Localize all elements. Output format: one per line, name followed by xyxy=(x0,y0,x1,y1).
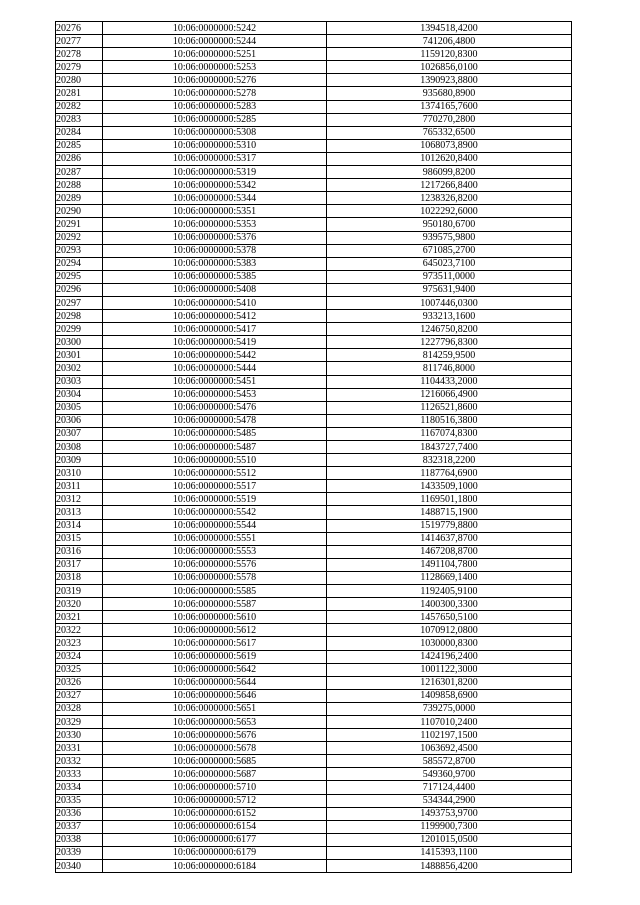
row-number-cell: 20285 xyxy=(56,139,103,152)
value-cell: 1180516,3800 xyxy=(327,414,572,427)
row-number-cell: 20294 xyxy=(56,257,103,270)
row-number-cell: 20287 xyxy=(56,166,103,179)
table-row xyxy=(56,807,572,820)
cadastral-number-cell: 10:06:0000000:5417 xyxy=(103,323,327,336)
value-cell: 1201015,0500 xyxy=(327,833,572,846)
cadastral-number-cell: 10:06:0000000:5353 xyxy=(103,218,327,231)
table-row xyxy=(56,323,572,336)
cadastral-number-cell: 10:06:0000000:6184 xyxy=(103,860,327,873)
table-row xyxy=(56,558,572,571)
row-number-cell: 20310 xyxy=(56,467,103,480)
table-row xyxy=(56,192,572,205)
value-cell: 1400300,3300 xyxy=(327,598,572,611)
data-table xyxy=(55,21,572,873)
cadastral-number-cell: 10:06:0000000:5242 xyxy=(103,22,327,35)
cadastral-number-cell: 10:06:0000000:5642 xyxy=(103,663,327,676)
row-number-cell: 20301 xyxy=(56,349,103,362)
cadastral-number-cell: 10:06:0000000:5553 xyxy=(103,545,327,558)
cadastral-number-cell: 10:06:0000000:6154 xyxy=(103,820,327,833)
row-number-cell: 20324 xyxy=(56,650,103,663)
table-row xyxy=(56,480,572,493)
row-number-cell: 20298 xyxy=(56,310,103,323)
cadastral-number-cell: 10:06:0000000:5610 xyxy=(103,611,327,624)
cadastral-number-cell: 10:06:0000000:5712 xyxy=(103,794,327,807)
cadastral-number-cell: 10:06:0000000:5319 xyxy=(103,166,327,179)
row-number-cell: 20316 xyxy=(56,545,103,558)
value-cell: 935680,8900 xyxy=(327,87,572,100)
value-cell: 1187764,6900 xyxy=(327,467,572,480)
row-number-cell: 20340 xyxy=(56,860,103,873)
value-cell: 1390923,8800 xyxy=(327,74,572,87)
row-number-cell: 20302 xyxy=(56,362,103,375)
cadastral-number-cell: 10:06:0000000:5619 xyxy=(103,650,327,663)
row-number-cell: 20299 xyxy=(56,323,103,336)
cadastral-number-cell: 10:06:0000000:5542 xyxy=(103,506,327,519)
table-row xyxy=(56,689,572,702)
row-number-cell: 20276 xyxy=(56,22,103,35)
row-number-cell: 20300 xyxy=(56,336,103,349)
row-number-cell: 20311 xyxy=(56,480,103,493)
value-cell: 1227796,8300 xyxy=(327,336,572,349)
value-cell: 1467208,8700 xyxy=(327,545,572,558)
table-row xyxy=(56,650,572,663)
table-row xyxy=(56,860,572,873)
table-row xyxy=(56,152,572,165)
value-cell: 973511,0000 xyxy=(327,270,572,283)
cadastral-number-cell: 10:06:0000000:5244 xyxy=(103,35,327,48)
table-row xyxy=(56,375,572,388)
cadastral-number-cell: 10:06:0000000:5576 xyxy=(103,558,327,571)
table-row xyxy=(56,663,572,676)
value-cell: 1217266,8400 xyxy=(327,179,572,192)
value-cell: 1126521,8600 xyxy=(327,401,572,414)
table-row xyxy=(56,48,572,61)
cadastral-number-cell: 10:06:0000000:5587 xyxy=(103,598,327,611)
cadastral-number-cell: 10:06:0000000:5385 xyxy=(103,270,327,283)
value-cell: 1026856,0100 xyxy=(327,61,572,74)
value-cell: 1063692,4500 xyxy=(327,742,572,755)
cadastral-number-cell: 10:06:0000000:5517 xyxy=(103,480,327,493)
cadastral-number-cell: 10:06:0000000:5651 xyxy=(103,702,327,715)
value-cell: 717124,4400 xyxy=(327,781,572,794)
row-number-cell: 20332 xyxy=(56,755,103,768)
row-number-cell: 20323 xyxy=(56,637,103,650)
table-row xyxy=(56,270,572,283)
row-number-cell: 20297 xyxy=(56,296,103,309)
cadastral-number-cell: 10:06:0000000:5510 xyxy=(103,454,327,467)
table-row xyxy=(56,493,572,506)
table-row xyxy=(56,729,572,742)
table-row xyxy=(56,794,572,807)
row-number-cell: 20280 xyxy=(56,74,103,87)
row-number-cell: 20325 xyxy=(56,663,103,676)
value-cell: 811746,8000 xyxy=(327,362,572,375)
cadastral-number-cell: 10:06:0000000:5585 xyxy=(103,585,327,598)
value-cell: 986099,8200 xyxy=(327,166,572,179)
row-number-cell: 20304 xyxy=(56,388,103,401)
value-cell: 975631,9400 xyxy=(327,283,572,296)
value-cell: 585572,8700 xyxy=(327,755,572,768)
cadastral-number-cell: 10:06:0000000:5442 xyxy=(103,349,327,362)
row-number-cell: 20314 xyxy=(56,519,103,532)
cadastral-number-cell: 10:06:0000000:5310 xyxy=(103,139,327,152)
row-number-cell: 20303 xyxy=(56,375,103,388)
value-cell: 770270,2800 xyxy=(327,113,572,126)
table-row xyxy=(56,218,572,231)
cadastral-number-cell: 10:06:0000000:5383 xyxy=(103,257,327,270)
row-number-cell: 20293 xyxy=(56,244,103,257)
value-cell: 1493753,9700 xyxy=(327,807,572,820)
cadastral-number-cell: 10:06:0000000:5519 xyxy=(103,493,327,506)
value-cell: 1414637,8700 xyxy=(327,532,572,545)
value-cell: 1216301,8200 xyxy=(327,676,572,689)
table-row xyxy=(56,139,572,152)
row-number-cell: 20335 xyxy=(56,794,103,807)
table-row xyxy=(56,166,572,179)
value-cell: 1488856,4200 xyxy=(327,860,572,873)
cadastral-number-cell: 10:06:0000000:5444 xyxy=(103,362,327,375)
table-row xyxy=(56,585,572,598)
value-cell: 1246750,8200 xyxy=(327,323,572,336)
cadastral-number-cell: 10:06:0000000:5308 xyxy=(103,126,327,139)
value-cell: 765332,6500 xyxy=(327,126,572,139)
table-row xyxy=(56,637,572,650)
row-number-cell: 20277 xyxy=(56,35,103,48)
row-number-cell: 20329 xyxy=(56,715,103,728)
row-number-cell: 20328 xyxy=(56,702,103,715)
cadastral-number-cell: 10:06:0000000:5410 xyxy=(103,296,327,309)
table-row xyxy=(56,74,572,87)
cadastral-number-cell: 10:06:0000000:5710 xyxy=(103,781,327,794)
value-cell: 1169501,1800 xyxy=(327,493,572,506)
value-cell: 739275,0000 xyxy=(327,702,572,715)
cadastral-number-cell: 10:06:0000000:5676 xyxy=(103,729,327,742)
table-row xyxy=(56,676,572,689)
table-row xyxy=(56,598,572,611)
cadastral-number-cell: 10:06:0000000:5487 xyxy=(103,441,327,454)
table-row xyxy=(56,781,572,794)
cadastral-number-cell: 10:06:0000000:5408 xyxy=(103,283,327,296)
cadastral-number-cell: 10:06:0000000:5678 xyxy=(103,742,327,755)
table-row xyxy=(56,427,572,440)
cadastral-number-cell: 10:06:0000000:5251 xyxy=(103,48,327,61)
value-cell: 1199900,7300 xyxy=(327,820,572,833)
cadastral-number-cell: 10:06:0000000:5685 xyxy=(103,755,327,768)
table-row xyxy=(56,846,572,859)
table-row xyxy=(56,296,572,309)
row-number-cell: 20315 xyxy=(56,532,103,545)
table-row xyxy=(56,454,572,467)
table-row xyxy=(56,532,572,545)
row-number-cell: 20290 xyxy=(56,205,103,218)
value-cell: 1488715,1900 xyxy=(327,506,572,519)
row-number-cell: 20283 xyxy=(56,113,103,126)
value-cell: 1007446,0300 xyxy=(327,296,572,309)
value-cell: 1238326,8200 xyxy=(327,192,572,205)
cadastral-number-cell: 10:06:0000000:5653 xyxy=(103,715,327,728)
row-number-cell: 20309 xyxy=(56,454,103,467)
table-row xyxy=(56,833,572,846)
value-cell: 671085,2700 xyxy=(327,244,572,257)
row-number-cell: 20321 xyxy=(56,611,103,624)
cadastral-number-cell: 10:06:0000000:5646 xyxy=(103,689,327,702)
table-row xyxy=(56,624,572,637)
value-cell: 1167074,8300 xyxy=(327,427,572,440)
value-cell: 1216066,4900 xyxy=(327,388,572,401)
cadastral-number-cell: 10:06:0000000:5376 xyxy=(103,231,327,244)
row-number-cell: 20333 xyxy=(56,768,103,781)
row-number-cell: 20327 xyxy=(56,689,103,702)
cadastral-number-cell: 10:06:0000000:5544 xyxy=(103,519,327,532)
cadastral-number-cell: 10:06:0000000:5476 xyxy=(103,401,327,414)
row-number-cell: 20319 xyxy=(56,585,103,598)
row-number-cell: 20286 xyxy=(56,152,103,165)
cadastral-number-cell: 10:06:0000000:5551 xyxy=(103,532,327,545)
table-row xyxy=(56,179,572,192)
table-row xyxy=(56,545,572,558)
value-cell: 1030000,8300 xyxy=(327,637,572,650)
value-cell: 832318,2200 xyxy=(327,454,572,467)
row-number-cell: 20320 xyxy=(56,598,103,611)
row-number-cell: 20306 xyxy=(56,414,103,427)
cadastral-number-cell: 10:06:0000000:5317 xyxy=(103,152,327,165)
cadastral-number-cell: 10:06:0000000:5283 xyxy=(103,100,327,113)
row-number-cell: 20312 xyxy=(56,493,103,506)
row-number-cell: 20288 xyxy=(56,179,103,192)
value-cell: 549360,9700 xyxy=(327,768,572,781)
value-cell: 645023,7100 xyxy=(327,257,572,270)
row-number-cell: 20337 xyxy=(56,820,103,833)
table-row xyxy=(56,205,572,218)
value-cell: 741206,4800 xyxy=(327,35,572,48)
table-row xyxy=(56,244,572,257)
row-number-cell: 20278 xyxy=(56,48,103,61)
table-body xyxy=(56,22,572,873)
row-number-cell: 20339 xyxy=(56,846,103,859)
value-cell: 1022292,6000 xyxy=(327,205,572,218)
table-row xyxy=(56,401,572,414)
row-number-cell: 20318 xyxy=(56,571,103,584)
row-number-cell: 20281 xyxy=(56,87,103,100)
cadastral-number-cell: 10:06:0000000:5612 xyxy=(103,624,327,637)
cadastral-number-cell: 10:06:0000000:6179 xyxy=(103,846,327,859)
row-number-cell: 20313 xyxy=(56,506,103,519)
table-row xyxy=(56,571,572,584)
row-number-cell: 20296 xyxy=(56,283,103,296)
cadastral-number-cell: 10:06:0000000:6177 xyxy=(103,833,327,846)
table-row xyxy=(56,467,572,480)
row-number-cell: 20317 xyxy=(56,558,103,571)
table-row xyxy=(56,100,572,113)
value-cell: 1424196,2400 xyxy=(327,650,572,663)
value-cell: 1433509,1000 xyxy=(327,480,572,493)
table-row xyxy=(56,611,572,624)
table-row xyxy=(56,768,572,781)
cadastral-number-cell: 10:06:0000000:5278 xyxy=(103,87,327,100)
row-number-cell: 20330 xyxy=(56,729,103,742)
table-row xyxy=(56,715,572,728)
value-cell: 1409858,6900 xyxy=(327,689,572,702)
table-row xyxy=(56,336,572,349)
value-cell: 1068073,8900 xyxy=(327,139,572,152)
value-cell: 1128669,1400 xyxy=(327,571,572,584)
value-cell: 1519779,8800 xyxy=(327,519,572,532)
value-cell: 1001122,3000 xyxy=(327,663,572,676)
table-row xyxy=(56,310,572,323)
row-number-cell: 20308 xyxy=(56,441,103,454)
row-number-cell: 20289 xyxy=(56,192,103,205)
cadastral-number-cell: 10:06:0000000:5617 xyxy=(103,637,327,650)
value-cell: 1843727,7400 xyxy=(327,441,572,454)
cadastral-number-cell: 10:06:0000000:5485 xyxy=(103,427,327,440)
table-row xyxy=(56,231,572,244)
row-number-cell: 20338 xyxy=(56,833,103,846)
cadastral-number-cell: 10:06:0000000:5478 xyxy=(103,414,327,427)
row-number-cell: 20291 xyxy=(56,218,103,231)
cadastral-number-cell: 10:06:0000000:5378 xyxy=(103,244,327,257)
row-number-cell: 20295 xyxy=(56,270,103,283)
row-number-cell: 20331 xyxy=(56,742,103,755)
table-row xyxy=(56,35,572,48)
value-cell: 1192405,9100 xyxy=(327,585,572,598)
table-row xyxy=(56,362,572,375)
table-row xyxy=(56,388,572,401)
cadastral-number-cell: 10:06:0000000:5412 xyxy=(103,310,327,323)
row-number-cell: 20279 xyxy=(56,61,103,74)
cadastral-number-cell: 10:06:0000000:5512 xyxy=(103,467,327,480)
table-row xyxy=(56,414,572,427)
row-number-cell: 20282 xyxy=(56,100,103,113)
cadastral-number-cell: 10:06:0000000:5351 xyxy=(103,205,327,218)
cadastral-number-cell: 10:06:0000000:5687 xyxy=(103,768,327,781)
table-row xyxy=(56,283,572,296)
table-row xyxy=(56,519,572,532)
value-cell: 1102197,1500 xyxy=(327,729,572,742)
table-row xyxy=(56,22,572,35)
row-number-cell: 20334 xyxy=(56,781,103,794)
table-row xyxy=(56,820,572,833)
row-number-cell: 20284 xyxy=(56,126,103,139)
table-row xyxy=(56,87,572,100)
value-cell: 939575,9800 xyxy=(327,231,572,244)
cadastral-number-cell: 10:06:0000000:5453 xyxy=(103,388,327,401)
value-cell: 1457650,5100 xyxy=(327,611,572,624)
row-number-cell: 20326 xyxy=(56,676,103,689)
value-cell: 1070912,0800 xyxy=(327,624,572,637)
cadastral-number-cell: 10:06:0000000:5253 xyxy=(103,61,327,74)
value-cell: 814259,9500 xyxy=(327,349,572,362)
value-cell: 1104433,2000 xyxy=(327,375,572,388)
cadastral-number-cell: 10:06:0000000:5578 xyxy=(103,571,327,584)
cadastral-number-cell: 10:06:0000000:5276 xyxy=(103,74,327,87)
table-row xyxy=(56,61,572,74)
cadastral-number-cell: 10:06:0000000:5451 xyxy=(103,375,327,388)
row-number-cell: 20305 xyxy=(56,401,103,414)
value-cell: 1394518,4200 xyxy=(327,22,572,35)
table-row xyxy=(56,755,572,768)
table-row xyxy=(56,742,572,755)
cadastral-number-cell: 10:06:0000000:5644 xyxy=(103,676,327,689)
cadastral-number-cell: 10:06:0000000:5344 xyxy=(103,192,327,205)
value-cell: 950180,6700 xyxy=(327,218,572,231)
cadastral-number-cell: 10:06:0000000:5342 xyxy=(103,179,327,192)
table-row xyxy=(56,349,572,362)
value-cell: 534344,2900 xyxy=(327,794,572,807)
value-cell: 1159120,8300 xyxy=(327,48,572,61)
table-row xyxy=(56,113,572,126)
cadastral-number-cell: 10:06:0000000:6152 xyxy=(103,807,327,820)
value-cell: 1491104,7800 xyxy=(327,558,572,571)
table-row xyxy=(56,126,572,139)
cadastral-number-cell: 10:06:0000000:5419 xyxy=(103,336,327,349)
table-row xyxy=(56,441,572,454)
value-cell: 1107010,2400 xyxy=(327,715,572,728)
row-number-cell: 20292 xyxy=(56,231,103,244)
table-row xyxy=(56,702,572,715)
cadastral-number-cell: 10:06:0000000:5285 xyxy=(103,113,327,126)
value-cell: 1415393,1100 xyxy=(327,846,572,859)
row-number-cell: 20322 xyxy=(56,624,103,637)
value-cell: 933213,1600 xyxy=(327,310,572,323)
value-cell: 1012620,8400 xyxy=(327,152,572,165)
row-number-cell: 20336 xyxy=(56,807,103,820)
table-row xyxy=(56,506,572,519)
row-number-cell: 20307 xyxy=(56,427,103,440)
table-row xyxy=(56,257,572,270)
value-cell: 1374165,7600 xyxy=(327,100,572,113)
